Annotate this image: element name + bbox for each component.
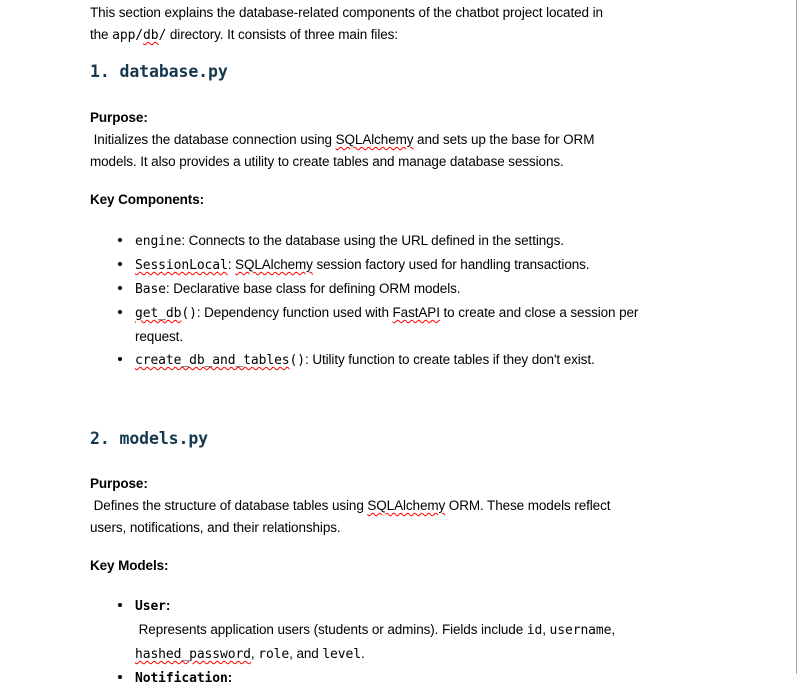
purpose-label: Purpose: — [90, 476, 148, 491]
section2-purpose-text-a: Defines the structure of database tables using — [90, 498, 368, 513]
getdb-desc-a: : Dependency function used with — [196, 305, 393, 320]
bullet-icon — [118, 310, 122, 314]
user-end: . — [360, 646, 365, 661]
sessionlocal-sep: : — [227, 257, 236, 272]
notification-colon: : — [227, 670, 233, 685]
list-item-getdb — [135, 301, 712, 348]
sqlalchemy-misspelled: SQLAlchemy — [367, 498, 446, 513]
user-sep4: , and — [289, 646, 323, 661]
bullet-icon — [118, 238, 122, 242]
bullet-icon — [118, 357, 122, 361]
bullet-icon — [118, 262, 122, 266]
code-term-getdb-misspelled: get_db — [135, 306, 182, 321]
code-field-role: role — [258, 647, 290, 662]
code-term-notification: Notification — [135, 671, 228, 686]
fastapi-misspelled: FastAPI — [392, 305, 440, 320]
section2-bullet-list — [90, 594, 712, 690]
bullet-icon — [118, 286, 122, 290]
section2-heading: 2. models.py — [90, 429, 209, 448]
intro-line2-post: directory. It consists of three main files: — [166, 27, 398, 42]
code-term-base: Base — [135, 282, 166, 297]
code-term-user: User — [135, 599, 166, 614]
code-term-getdb-parens: () — [181, 306, 197, 321]
user-colon: : — [165, 598, 171, 613]
engine-desc: : Connects to the database using the URL defined in the settings. — [181, 233, 564, 248]
list-item-user-model — [135, 594, 712, 666]
intro-line1: This section explains the database-related components of the chatbot project located in — [90, 5, 603, 20]
getdb-desc-wrap: request. — [135, 329, 183, 344]
user-sep3: , — [250, 646, 259, 661]
list-item-base — [135, 277, 712, 301]
code-term-create-tables-parens: () — [289, 353, 306, 368]
sqlalchemy-misspelled: SQLAlchemy — [235, 257, 313, 272]
section2-purpose-paragraph — [90, 473, 712, 539]
list-item-engine — [135, 229, 712, 253]
section1-purpose-text-a: Initializes the database connection using — [90, 132, 336, 147]
list-item-sessionlocal — [135, 253, 712, 277]
code-path-app: app/ — [112, 28, 144, 43]
user-sep1: , — [542, 622, 550, 637]
create-tables-desc: : Utility function to create tables if they don't exist. — [305, 352, 595, 367]
code-term-sessionlocal-misspelled: SessionLocal — [135, 258, 228, 273]
code-field-hashed-password-misspelled: hashed_password — [135, 647, 251, 662]
sessionlocal-desc: session factory used for handling transactions. — [312, 257, 590, 272]
section2-purpose-text-line2: users, notifications, and their relationships. — [90, 520, 341, 535]
code-field-level: level — [322, 647, 361, 662]
code-term-create-tables-misspelled: create_db_and_tables — [135, 353, 290, 368]
section2-purpose-text-b: ORM. These models reflect — [445, 498, 611, 513]
code-field-id: id — [526, 623, 543, 638]
bullet-icon — [118, 603, 122, 607]
sqlalchemy-misspelled: SQLAlchemy — [335, 132, 414, 147]
getdb-desc-b: to create and close a session per — [439, 305, 639, 320]
section1-heading: 1. database.py — [90, 62, 228, 81]
code-path-slash: / — [158, 28, 167, 43]
base-desc: : Declarative base class for defining ORM models. — [165, 281, 461, 296]
key-models-label: Key Models: — [90, 558, 169, 573]
window-right-border — [796, 0, 797, 674]
section1-purpose-paragraph — [90, 107, 712, 173]
section1-purpose-text-b: and sets up the base for ORM — [413, 132, 595, 147]
purpose-label: Purpose: — [90, 110, 148, 125]
list-item-notification-model — [135, 666, 712, 690]
user-desc-line1: Represents application users (students or admins). Fields include — [135, 622, 527, 637]
section1-bullet-list — [90, 229, 712, 372]
section1-purpose-text-line2: models. It also provides a utility to create tables and manage database sessions. — [90, 154, 564, 169]
list-item-create-tables — [135, 348, 712, 372]
key-components-label: Key Components: — [90, 192, 205, 207]
code-path-db-misspelled: db — [143, 28, 159, 43]
user-sep2: , — [611, 622, 616, 637]
bullet-icon — [118, 675, 122, 679]
code-term-engine: engine — [135, 234, 182, 249]
intro-line2-pre: the — [90, 27, 113, 42]
intro-paragraph — [90, 2, 712, 47]
code-field-username: username — [549, 623, 612, 638]
